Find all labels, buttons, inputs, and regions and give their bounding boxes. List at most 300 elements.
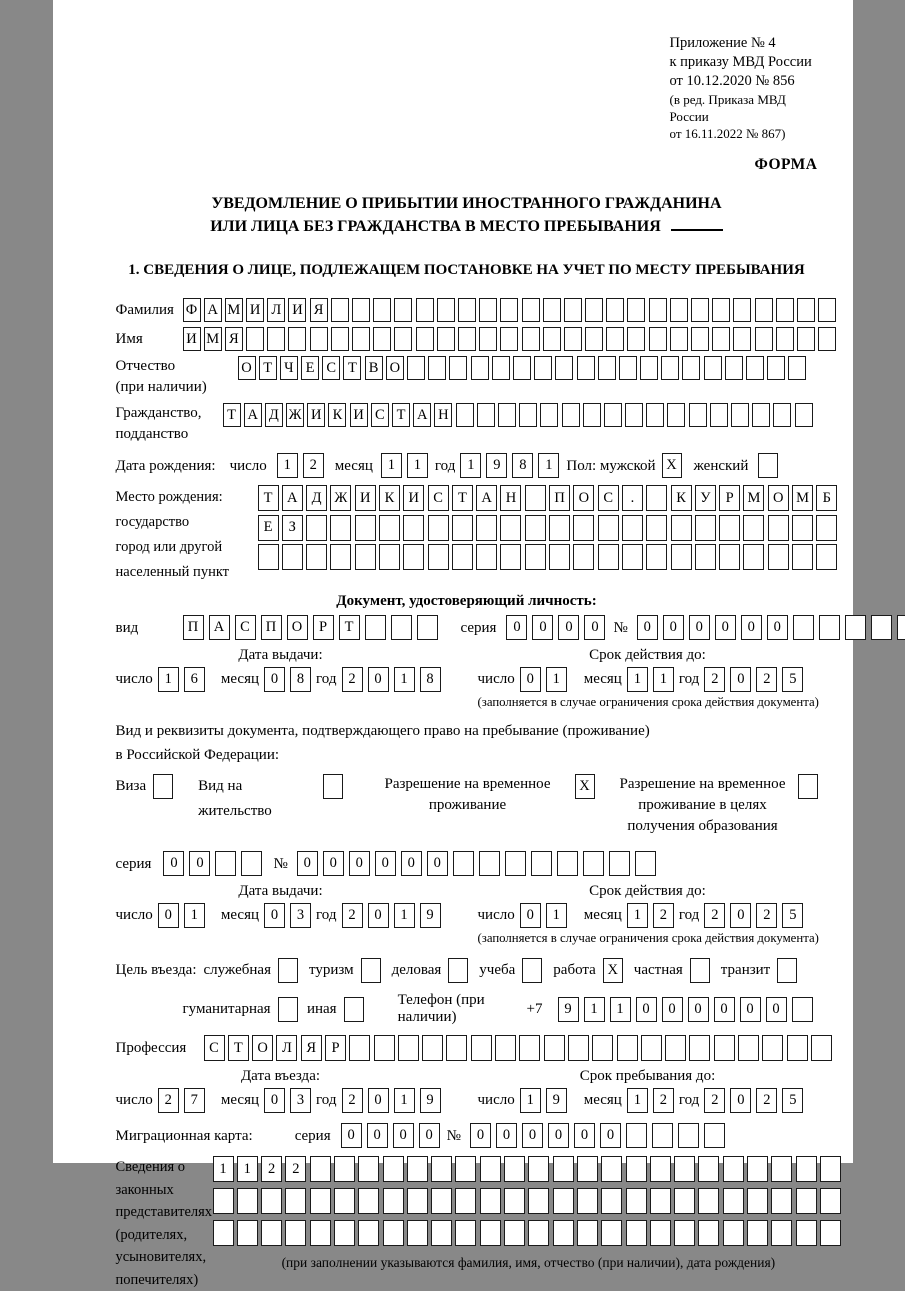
form-cell[interactable] bbox=[811, 1035, 832, 1061]
form-cell[interactable] bbox=[476, 515, 497, 541]
form-cell[interactable]: 1 bbox=[407, 453, 428, 478]
form-cell[interactable] bbox=[553, 1220, 574, 1246]
form-cell[interactable] bbox=[604, 403, 622, 427]
form-cell[interactable]: 1 bbox=[394, 1088, 415, 1113]
form-cell[interactable]: X bbox=[603, 958, 623, 983]
form-cell[interactable] bbox=[719, 544, 740, 570]
form-cell[interactable]: 0 bbox=[636, 997, 657, 1022]
form-cell[interactable]: 1 bbox=[546, 667, 567, 692]
form-cell[interactable] bbox=[733, 327, 751, 351]
form-cell[interactable] bbox=[428, 515, 449, 541]
form-cell[interactable] bbox=[394, 327, 412, 351]
form-cell[interactable] bbox=[820, 1220, 841, 1246]
form-cell[interactable]: 0 bbox=[297, 851, 318, 876]
form-cell[interactable]: 9 bbox=[546, 1088, 567, 1113]
form-cell[interactable]: 0 bbox=[368, 667, 389, 692]
form-cell[interactable]: 2 bbox=[261, 1156, 282, 1182]
form-cell[interactable]: Я bbox=[301, 1035, 322, 1061]
form-cell[interactable] bbox=[698, 1220, 719, 1246]
form-cell[interactable] bbox=[674, 1188, 695, 1214]
form-cell[interactable] bbox=[504, 1220, 525, 1246]
form-cell[interactable] bbox=[452, 544, 473, 570]
form-cell[interactable] bbox=[557, 851, 578, 876]
form-cell[interactable] bbox=[795, 403, 813, 427]
form-cell[interactable] bbox=[690, 958, 710, 983]
form-cell[interactable] bbox=[792, 515, 813, 541]
form-cell[interactable]: 0 bbox=[368, 903, 389, 928]
form-cell[interactable]: 1 bbox=[584, 997, 605, 1022]
form-cell[interactable] bbox=[431, 1220, 452, 1246]
form-cell[interactable]: В bbox=[365, 356, 383, 380]
form-cell[interactable] bbox=[522, 327, 540, 351]
form-cell[interactable] bbox=[650, 1156, 671, 1182]
form-cell[interactable]: 1 bbox=[546, 903, 567, 928]
form-cell[interactable] bbox=[796, 1188, 817, 1214]
form-cell[interactable]: 0 bbox=[730, 903, 751, 928]
form-cell[interactable]: С bbox=[322, 356, 340, 380]
form-cell[interactable] bbox=[282, 544, 303, 570]
form-cell[interactable] bbox=[601, 1220, 622, 1246]
form-cell[interactable] bbox=[796, 1220, 817, 1246]
form-cell[interactable] bbox=[792, 997, 813, 1022]
form-cell[interactable] bbox=[650, 1188, 671, 1214]
form-cell[interactable] bbox=[431, 1156, 452, 1182]
form-cell[interactable]: Б bbox=[816, 485, 837, 511]
form-cell[interactable] bbox=[622, 515, 643, 541]
form-cell[interactable]: 2 bbox=[704, 1088, 725, 1113]
form-cell[interactable] bbox=[819, 615, 840, 640]
form-cell[interactable] bbox=[553, 1188, 574, 1214]
form-cell[interactable]: С bbox=[371, 403, 389, 427]
form-cell[interactable] bbox=[422, 1035, 443, 1061]
form-cell[interactable] bbox=[670, 327, 688, 351]
form-cell[interactable] bbox=[598, 356, 616, 380]
form-cell[interactable]: 0 bbox=[368, 1088, 389, 1113]
form-cell[interactable] bbox=[407, 1220, 428, 1246]
form-cell[interactable] bbox=[403, 515, 424, 541]
form-cell[interactable] bbox=[528, 1188, 549, 1214]
form-cell[interactable] bbox=[267, 327, 285, 351]
form-cell[interactable] bbox=[498, 403, 516, 427]
form-cell[interactable]: 0 bbox=[522, 1123, 543, 1148]
form-cell[interactable] bbox=[583, 851, 604, 876]
form-cell[interactable] bbox=[564, 327, 582, 351]
form-cell[interactable] bbox=[710, 403, 728, 427]
form-cell[interactable] bbox=[513, 356, 531, 380]
form-cell[interactable] bbox=[428, 356, 446, 380]
form-cell[interactable] bbox=[330, 544, 351, 570]
form-cell[interactable] bbox=[428, 544, 449, 570]
form-cell[interactable] bbox=[365, 615, 386, 640]
form-cell[interactable]: 0 bbox=[349, 851, 370, 876]
form-cell[interactable] bbox=[797, 327, 815, 351]
form-cell[interactable]: 0 bbox=[741, 615, 762, 640]
form-cell[interactable] bbox=[349, 1035, 370, 1061]
form-cell[interactable]: 5 bbox=[782, 903, 803, 928]
form-cell[interactable] bbox=[492, 356, 510, 380]
form-cell[interactable]: 1 bbox=[627, 667, 648, 692]
form-cell[interactable]: 0 bbox=[584, 615, 605, 640]
form-cell[interactable]: 2 bbox=[303, 453, 324, 478]
form-cell[interactable]: 0 bbox=[163, 851, 184, 876]
form-cell[interactable] bbox=[543, 298, 561, 322]
form-cell[interactable]: 0 bbox=[715, 615, 736, 640]
form-cell[interactable] bbox=[712, 327, 730, 351]
form-cell[interactable]: 0 bbox=[663, 615, 684, 640]
form-cell[interactable] bbox=[649, 327, 667, 351]
form-cell[interactable] bbox=[626, 1156, 647, 1182]
form-cell[interactable]: Е bbox=[301, 356, 319, 380]
form-cell[interactable] bbox=[549, 544, 570, 570]
form-cell[interactable]: 1 bbox=[381, 453, 402, 478]
form-cell[interactable] bbox=[671, 515, 692, 541]
form-cell[interactable] bbox=[153, 774, 173, 799]
form-cell[interactable]: Т bbox=[259, 356, 277, 380]
form-cell[interactable]: К bbox=[379, 485, 400, 511]
form-cell[interactable] bbox=[323, 774, 343, 799]
form-cell[interactable]: 1 bbox=[158, 667, 179, 692]
form-cell[interactable]: Т bbox=[452, 485, 473, 511]
form-cell[interactable] bbox=[278, 997, 298, 1022]
form-cell[interactable] bbox=[641, 1035, 662, 1061]
form-cell[interactable]: П bbox=[549, 485, 570, 511]
form-cell[interactable] bbox=[237, 1220, 258, 1246]
form-cell[interactable] bbox=[698, 1188, 719, 1214]
form-cell[interactable] bbox=[577, 1156, 598, 1182]
form-cell[interactable]: Л bbox=[276, 1035, 297, 1061]
form-cell[interactable]: А bbox=[204, 298, 222, 322]
form-cell[interactable] bbox=[403, 544, 424, 570]
form-cell[interactable]: М bbox=[204, 327, 222, 351]
form-cell[interactable] bbox=[592, 1035, 613, 1061]
form-cell[interactable] bbox=[480, 1156, 501, 1182]
form-cell[interactable] bbox=[577, 1188, 598, 1214]
form-cell[interactable] bbox=[650, 1220, 671, 1246]
form-cell[interactable]: 0 bbox=[766, 997, 787, 1022]
form-cell[interactable] bbox=[310, 1188, 331, 1214]
form-cell[interactable] bbox=[609, 851, 630, 876]
form-cell[interactable]: А bbox=[282, 485, 303, 511]
form-cell[interactable] bbox=[344, 997, 364, 1022]
form-cell[interactable] bbox=[455, 1156, 476, 1182]
form-cell[interactable] bbox=[695, 515, 716, 541]
form-cell[interactable] bbox=[691, 298, 709, 322]
form-cell[interactable]: Д bbox=[306, 485, 327, 511]
form-cell[interactable] bbox=[246, 327, 264, 351]
form-cell[interactable] bbox=[525, 515, 546, 541]
form-cell[interactable] bbox=[627, 298, 645, 322]
form-cell[interactable] bbox=[747, 1220, 768, 1246]
form-cell[interactable]: 2 bbox=[342, 1088, 363, 1113]
form-cell[interactable] bbox=[622, 544, 643, 570]
form-cell[interactable] bbox=[689, 1035, 710, 1061]
form-cell[interactable]: 0 bbox=[189, 851, 210, 876]
form-cell[interactable] bbox=[652, 1123, 673, 1148]
form-cell[interactable] bbox=[698, 1156, 719, 1182]
form-cell[interactable] bbox=[455, 1220, 476, 1246]
form-cell[interactable] bbox=[352, 298, 370, 322]
form-cell[interactable]: 0 bbox=[323, 851, 344, 876]
form-cell[interactable]: 0 bbox=[506, 615, 527, 640]
form-cell[interactable] bbox=[500, 515, 521, 541]
form-cell[interactable] bbox=[704, 1123, 725, 1148]
form-cell[interactable]: 2 bbox=[342, 903, 363, 928]
form-cell[interactable]: 0 bbox=[401, 851, 422, 876]
form-cell[interactable]: 0 bbox=[689, 615, 710, 640]
form-cell[interactable]: 5 bbox=[782, 1088, 803, 1113]
form-cell[interactable]: . bbox=[622, 485, 643, 511]
form-cell[interactable]: 1 bbox=[653, 667, 674, 692]
form-cell[interactable]: 0 bbox=[470, 1123, 491, 1148]
form-cell[interactable] bbox=[768, 515, 789, 541]
form-cell[interactable] bbox=[767, 356, 785, 380]
form-cell[interactable]: 1 bbox=[520, 1088, 541, 1113]
form-cell[interactable]: 0 bbox=[740, 997, 761, 1022]
form-cell[interactable] bbox=[519, 403, 537, 427]
form-cell[interactable]: 3 bbox=[290, 903, 311, 928]
form-cell[interactable] bbox=[771, 1220, 792, 1246]
form-cell[interactable] bbox=[816, 515, 837, 541]
form-cell[interactable]: 9 bbox=[420, 1088, 441, 1113]
form-cell[interactable] bbox=[755, 298, 773, 322]
form-cell[interactable] bbox=[398, 1035, 419, 1061]
form-cell[interactable] bbox=[522, 958, 542, 983]
form-cell[interactable] bbox=[471, 1035, 492, 1061]
form-cell[interactable] bbox=[665, 1035, 686, 1061]
form-cell[interactable]: 9 bbox=[420, 903, 441, 928]
form-cell[interactable] bbox=[671, 544, 692, 570]
form-cell[interactable]: М bbox=[743, 485, 764, 511]
form-cell[interactable] bbox=[674, 1220, 695, 1246]
form-cell[interactable]: 2 bbox=[285, 1156, 306, 1182]
form-cell[interactable] bbox=[407, 356, 425, 380]
form-cell[interactable]: 0 bbox=[264, 667, 285, 692]
form-cell[interactable] bbox=[619, 356, 637, 380]
form-cell[interactable]: Л bbox=[267, 298, 285, 322]
form-cell[interactable] bbox=[261, 1188, 282, 1214]
form-cell[interactable]: Т bbox=[339, 615, 360, 640]
form-cell[interactable]: Т bbox=[343, 356, 361, 380]
form-cell[interactable] bbox=[816, 544, 837, 570]
form-cell[interactable] bbox=[555, 356, 573, 380]
form-cell[interactable]: М bbox=[792, 485, 813, 511]
form-cell[interactable] bbox=[723, 1156, 744, 1182]
form-cell[interactable] bbox=[549, 515, 570, 541]
form-cell[interactable] bbox=[330, 515, 351, 541]
form-cell[interactable] bbox=[519, 1035, 540, 1061]
form-cell[interactable] bbox=[649, 298, 667, 322]
form-cell[interactable] bbox=[626, 1220, 647, 1246]
form-cell[interactable]: И bbox=[288, 298, 306, 322]
form-cell[interactable] bbox=[553, 1156, 574, 1182]
form-cell[interactable]: О bbox=[238, 356, 256, 380]
form-cell[interactable] bbox=[528, 1220, 549, 1246]
form-cell[interactable] bbox=[646, 403, 664, 427]
form-cell[interactable] bbox=[306, 544, 327, 570]
form-cell[interactable] bbox=[453, 851, 474, 876]
form-cell[interactable] bbox=[598, 544, 619, 570]
form-cell[interactable]: 7 bbox=[184, 1088, 205, 1113]
form-cell[interactable] bbox=[755, 327, 773, 351]
form-cell[interactable] bbox=[792, 544, 813, 570]
form-cell[interactable] bbox=[437, 327, 455, 351]
form-cell[interactable] bbox=[407, 1156, 428, 1182]
form-cell[interactable]: М bbox=[225, 298, 243, 322]
form-cell[interactable] bbox=[431, 1188, 452, 1214]
form-cell[interactable]: Ж bbox=[330, 485, 351, 511]
form-cell[interactable] bbox=[712, 298, 730, 322]
form-cell[interactable] bbox=[407, 1188, 428, 1214]
form-cell[interactable] bbox=[897, 615, 905, 640]
form-cell[interactable] bbox=[758, 453, 778, 478]
form-cell[interactable] bbox=[480, 1188, 501, 1214]
form-cell[interactable]: Т bbox=[258, 485, 279, 511]
form-cell[interactable]: 1 bbox=[394, 667, 415, 692]
form-cell[interactable] bbox=[768, 544, 789, 570]
form-cell[interactable] bbox=[704, 356, 722, 380]
form-cell[interactable] bbox=[606, 298, 624, 322]
form-cell[interactable] bbox=[358, 1188, 379, 1214]
form-cell[interactable]: 0 bbox=[520, 667, 541, 692]
form-cell[interactable] bbox=[723, 1188, 744, 1214]
form-cell[interactable]: 0 bbox=[558, 615, 579, 640]
form-cell[interactable] bbox=[564, 298, 582, 322]
form-cell[interactable] bbox=[525, 544, 546, 570]
form-cell[interactable]: 1 bbox=[538, 453, 559, 478]
form-cell[interactable] bbox=[562, 403, 580, 427]
form-cell[interactable]: 2 bbox=[704, 903, 725, 928]
form-cell[interactable] bbox=[771, 1156, 792, 1182]
form-cell[interactable] bbox=[725, 356, 743, 380]
form-cell[interactable] bbox=[646, 515, 667, 541]
form-cell[interactable] bbox=[361, 958, 381, 983]
form-cell[interactable] bbox=[288, 327, 306, 351]
form-cell[interactable]: Ф bbox=[183, 298, 201, 322]
form-cell[interactable]: 2 bbox=[653, 903, 674, 928]
form-cell[interactable] bbox=[731, 403, 749, 427]
form-cell[interactable] bbox=[788, 356, 806, 380]
form-cell[interactable] bbox=[437, 298, 455, 322]
form-cell[interactable] bbox=[746, 356, 764, 380]
form-cell[interactable] bbox=[871, 615, 892, 640]
form-cell[interactable]: С bbox=[235, 615, 256, 640]
form-cell[interactable] bbox=[776, 327, 794, 351]
form-cell[interactable] bbox=[383, 1156, 404, 1182]
form-cell[interactable] bbox=[568, 1035, 589, 1061]
form-cell[interactable] bbox=[771, 1188, 792, 1214]
form-cell[interactable]: 1 bbox=[213, 1156, 234, 1182]
form-cell[interactable]: 8 bbox=[420, 667, 441, 692]
form-cell[interactable] bbox=[379, 515, 400, 541]
form-cell[interactable] bbox=[500, 298, 518, 322]
form-cell[interactable]: 2 bbox=[704, 667, 725, 692]
form-cell[interactable]: 0 bbox=[264, 1088, 285, 1113]
form-cell[interactable]: 0 bbox=[367, 1123, 388, 1148]
form-cell[interactable] bbox=[678, 1123, 699, 1148]
form-cell[interactable] bbox=[845, 615, 866, 640]
form-cell[interactable]: О bbox=[386, 356, 404, 380]
form-cell[interactable] bbox=[373, 327, 391, 351]
form-cell[interactable]: 0 bbox=[600, 1123, 621, 1148]
form-cell[interactable] bbox=[237, 1188, 258, 1214]
form-cell[interactable]: 0 bbox=[375, 851, 396, 876]
form-cell[interactable]: О bbox=[252, 1035, 273, 1061]
form-cell[interactable]: 8 bbox=[290, 667, 311, 692]
form-cell[interactable] bbox=[626, 1123, 647, 1148]
form-cell[interactable] bbox=[258, 544, 279, 570]
form-cell[interactable] bbox=[505, 851, 526, 876]
form-cell[interactable] bbox=[787, 1035, 808, 1061]
form-cell[interactable]: Р bbox=[313, 615, 334, 640]
form-cell[interactable] bbox=[797, 298, 815, 322]
form-cell[interactable] bbox=[331, 327, 349, 351]
form-cell[interactable]: 8 bbox=[512, 453, 533, 478]
form-cell[interactable] bbox=[213, 1220, 234, 1246]
form-cell[interactable] bbox=[773, 403, 791, 427]
form-cell[interactable] bbox=[747, 1156, 768, 1182]
form-cell[interactable] bbox=[601, 1156, 622, 1182]
form-cell[interactable]: С bbox=[598, 485, 619, 511]
form-cell[interactable]: 0 bbox=[496, 1123, 517, 1148]
form-cell[interactable]: 2 bbox=[756, 667, 777, 692]
form-cell[interactable]: 0 bbox=[548, 1123, 569, 1148]
form-cell[interactable]: 2 bbox=[653, 1088, 674, 1113]
form-cell[interactable] bbox=[573, 515, 594, 541]
form-cell[interactable] bbox=[504, 1188, 525, 1214]
form-cell[interactable] bbox=[577, 1220, 598, 1246]
form-cell[interactable] bbox=[285, 1220, 306, 1246]
form-cell[interactable]: 9 bbox=[486, 453, 507, 478]
form-cell[interactable]: А bbox=[413, 403, 431, 427]
form-cell[interactable] bbox=[500, 327, 518, 351]
form-cell[interactable]: О bbox=[287, 615, 308, 640]
form-cell[interactable] bbox=[358, 1220, 379, 1246]
form-cell[interactable]: Я bbox=[225, 327, 243, 351]
form-cell[interactable]: К bbox=[671, 485, 692, 511]
form-cell[interactable] bbox=[456, 403, 474, 427]
form-cell[interactable]: 0 bbox=[662, 997, 683, 1022]
form-cell[interactable] bbox=[820, 1156, 841, 1182]
form-cell[interactable]: У bbox=[695, 485, 716, 511]
form-cell[interactable] bbox=[213, 1188, 234, 1214]
form-cell[interactable] bbox=[373, 298, 391, 322]
form-cell[interactable]: 0 bbox=[532, 615, 553, 640]
form-cell[interactable] bbox=[583, 403, 601, 427]
form-cell[interactable]: 1 bbox=[237, 1156, 258, 1182]
form-cell[interactable]: 2 bbox=[756, 1088, 777, 1113]
form-cell[interactable]: И bbox=[246, 298, 264, 322]
form-cell[interactable] bbox=[738, 1035, 759, 1061]
form-cell[interactable] bbox=[691, 327, 709, 351]
form-cell[interactable]: А bbox=[209, 615, 230, 640]
form-cell[interactable] bbox=[285, 1188, 306, 1214]
form-cell[interactable]: И bbox=[350, 403, 368, 427]
form-cell[interactable] bbox=[747, 1188, 768, 1214]
form-cell[interactable]: 6 bbox=[184, 667, 205, 692]
form-cell[interactable]: 1 bbox=[627, 903, 648, 928]
form-cell[interactable] bbox=[352, 327, 370, 351]
form-cell[interactable] bbox=[500, 544, 521, 570]
form-cell[interactable]: И bbox=[183, 327, 201, 351]
form-cell[interactable]: 0 bbox=[730, 1088, 751, 1113]
form-cell[interactable] bbox=[215, 851, 236, 876]
form-cell[interactable] bbox=[452, 515, 473, 541]
form-cell[interactable] bbox=[455, 1188, 476, 1214]
form-cell[interactable]: X bbox=[662, 453, 682, 478]
form-cell[interactable] bbox=[476, 544, 497, 570]
form-cell[interactable] bbox=[528, 1156, 549, 1182]
form-cell[interactable] bbox=[601, 1188, 622, 1214]
